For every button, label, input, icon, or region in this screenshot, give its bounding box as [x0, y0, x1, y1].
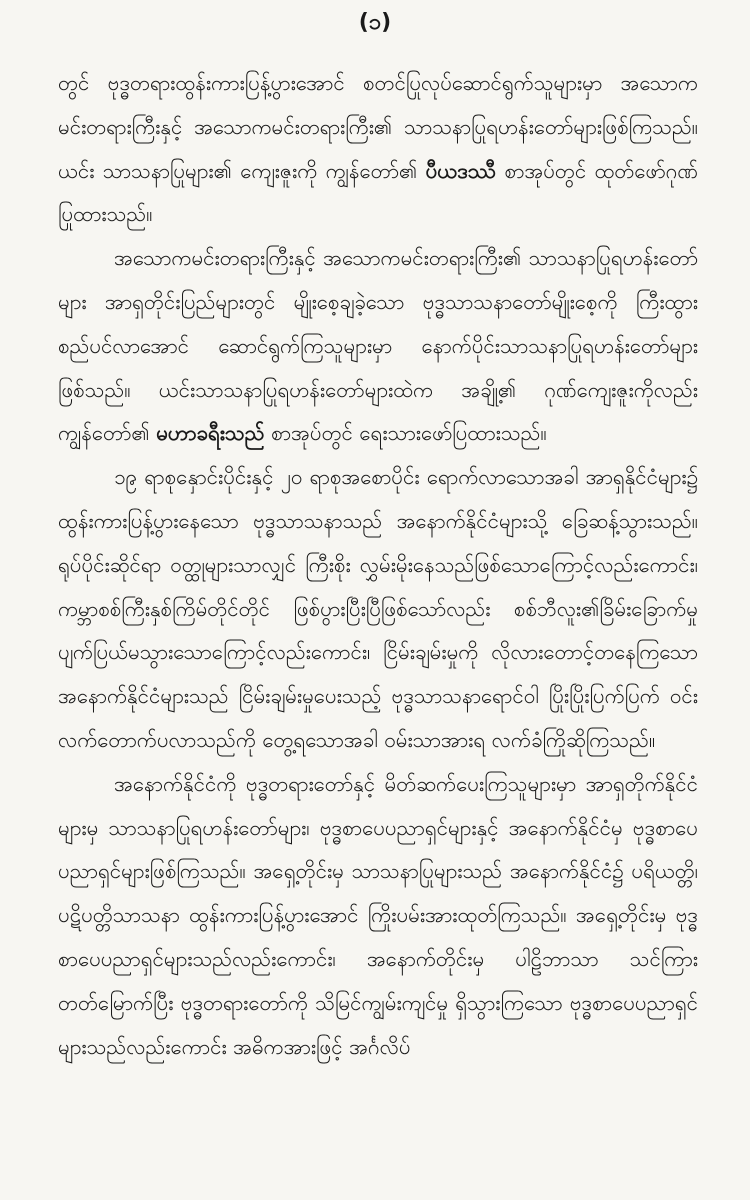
paragraph-3: ၁၉ ရာစုနှောင်းပိုင်းနှင့် ၂၀ ရာစုအစောပိုင်း ရောက်လာသောအခါ အာရှနိုင်ငံများ၌ ထွန်းကားပြန့်ပွားနေသော ဗုဒ္ဓသာသနာသည် အနောက်နိုင်ငံများသို့ ခြေဆန့်သွားသည်။ ရုပ်ပိုင်းဆိုင်ရာ ဝတ္ထုများသာလျှင် ကြီးစိုး လွှမ်းမိုးနေသည်ဖြစ်သောကြောင့်လည်းကောင်း၊ ကမ္ဘာစစ်ကြီးနှစ်ကြိမ်တိုင်တိုင် ဖြစ်ပွားပြီးပြီဖြစ်သော်လည်း စစ်ဘီလူး၏ခြိမ်းခြောက်မှု ပျက်ပြယ်မသွားသောကြောင့်လည်းကောင်း၊ ငြိမ်းချမ်းမှုကို လိုလားတောင့်တနေကြသော အနောက်နိုင်ငံများသည် ငြိမ်းချမ်းမှုပေးသည့် ဗုဒ္ဓသာသနာရောင်ဝါ ပြိုးပြိုးပြက်ပြက် ဝင်းလက်တောက်ပလာသည်ကို တွေ့ရသောအခါ ဝမ်းသာအားရ လက်ခံကြိုဆိုကြသည်။ — [58, 465, 698, 752]
paragraph-2-text-b: စာအုပ်တွင် ရေးသားဖော်ပြထားသည်။ — [264, 421, 547, 446]
book-title-piyadassi: ပီယဒဿီ — [425, 158, 497, 183]
paragraph-2 — [58, 237, 698, 456]
document-body — [58, 62, 698, 1069]
page-number: (၁) — [358, 10, 392, 35]
paragraph-1-text-a: တွင် ဗုဒ္ဓတရားထွန်းကားပြန့်ပွားအောင် စတင်ပြုလုပ်ဆောင်ရွက်သူများမှာ အသောကမင်းတရားကြီးနှင့် အသောကမင်းတရားကြီး၏ သာသနာပြုရဟန်းတော်များဖြစ်ကြသည်။ ယင်း သာသနာပြုများ၏ ကျေးဇူးကို ကျွန်တော်၏ — [58, 71, 698, 183]
paragraph-2-text-a: အသောကမင်းတရားကြီးနှင့် အသောကမင်းတရားကြီး၏ သာသနာပြုရဟန်းတော်များ အာရှတိုင်းပြည်များတွင် မျိုးစေ့ချခဲ့သော ဗုဒ္ဓသာသနာတော်မျိုးစေ့ကို ကြီးထွားစည်ပင်လာအောင် ဆောင်ရွက်ကြသူများမှာ နောက်ပိုင်းသာသနာပြုရဟန်းတော်များဖြစ်သည်။ ယင်းသာသနာပြုရဟန်းတော်များထဲက အချို့၏ ဂုဏ်ကျေးဇူးကိုလည်း ကျွန်တော်၏ — [58, 246, 698, 446]
paragraph-4: အနောက်နိုင်ငံကို ဗုဒ္ဓတရားတော်နှင့် မိတ်ဆက်ပေးကြသူများမှာ အာရှတိုက်နိုင်ငံများမှ သာသနာပြုရဟန်းတော်များ၊ ဗုဒ္ဓစာပေပညာရှင်များနှင့် အနောက်နိုင်ငံမှ ဗုဒ္ဓစာပေပညာရှင်များဖြစ်ကြသည်။ အရှေ့တိုင်းမှ သာသနာပြုများသည် အနောက်နိုင်ငံ၌ ပရိယတ္တိ၊ ပဋိပတ္တိသာသနာ ထွန်းကားပြန့်ပွားအောင် ကြိုးပမ်းအားထုတ်ကြသည်။ အရှေ့တိုင်းမှ ဗုဒ္ဓစာပေပညာရှင်များသည်လည်းကောင်း၊ အနောက်တိုင်းမှ ပါဠိဘာသာ သင်ကြားတတ်မြောက်ပြီး ဗုဒ္ဓတရားတော်ကို သိမြင်ကျွမ်းကျင်မှု ရှိသွားကြသော ဗုဒ္ဓစာပေပညာရှင်များသည်လည်းကောင်း အဓိကအားဖြင့် အင်္ဂလိပ် — [58, 771, 698, 1059]
paragraph-1-text-b: စာအုပ်တွင် ထုတ်ဖော်ဂုဏ်ပြုထားသည်။ — [58, 158, 698, 227]
paragraph-1 — [58, 62, 698, 237]
book-title-maha-khayeethi: မဟာခရီးသည် — [156, 421, 265, 446]
